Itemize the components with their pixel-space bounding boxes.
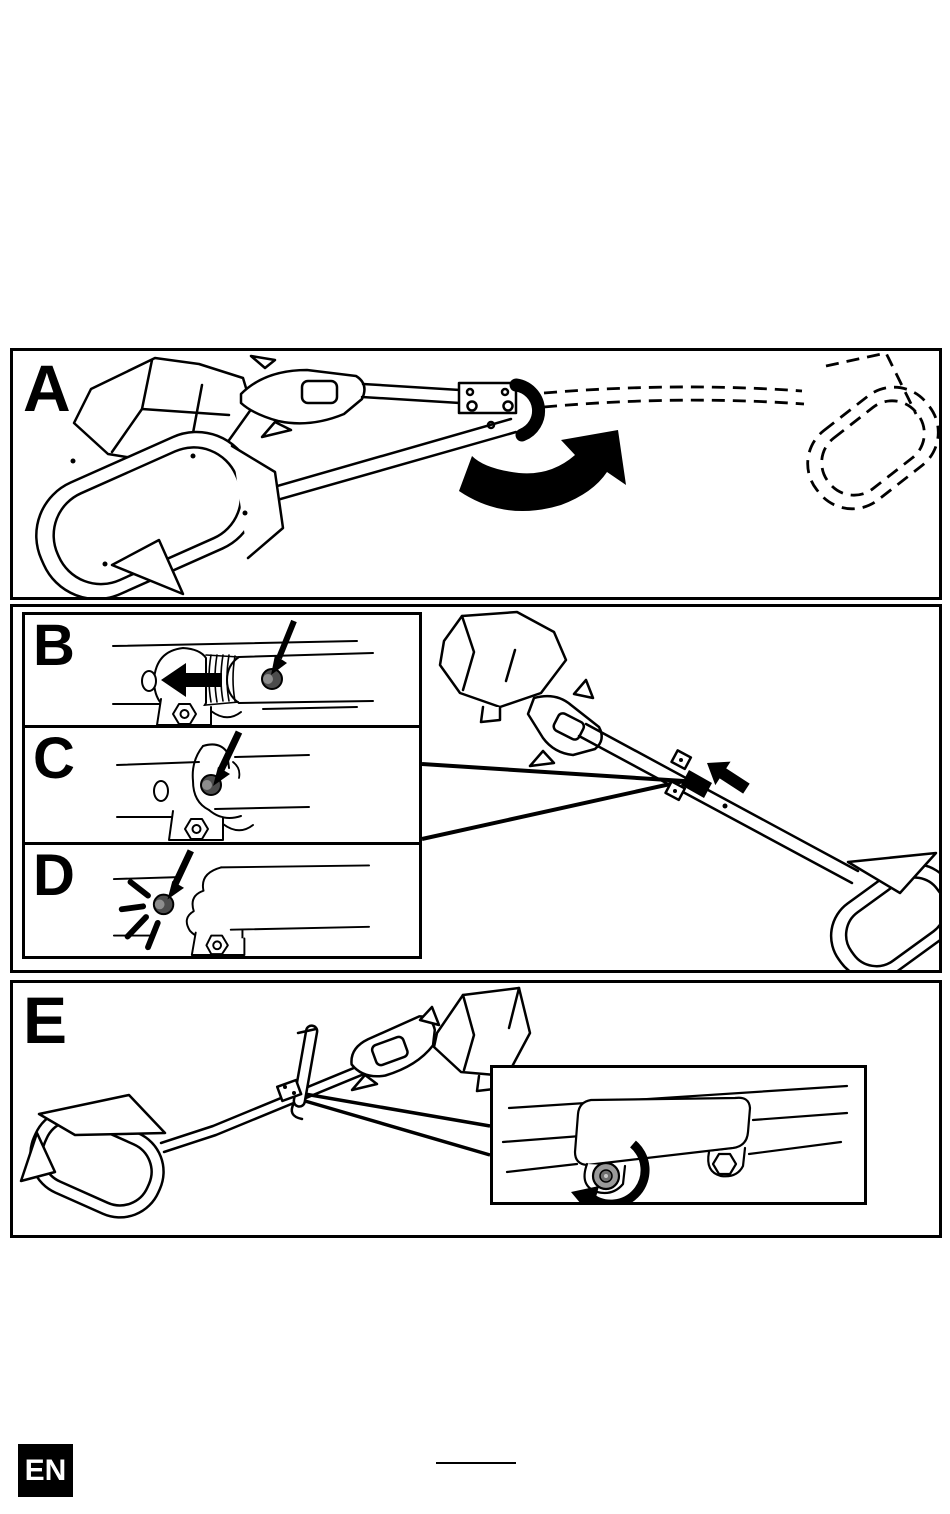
language-badge-text: EN (24, 1453, 67, 1487)
click-burst-lines (122, 882, 158, 947)
panel-bcd (10, 604, 942, 973)
step-label-d: D (33, 843, 72, 908)
inset-step-c (22, 725, 422, 845)
hinge-knuckle (516, 385, 539, 435)
button-align-detail (25, 728, 419, 842)
page-number-rule (436, 1462, 516, 1464)
pointer-arrow-icon (213, 732, 239, 786)
hex-bolt-icon (713, 1154, 736, 1174)
trimmer-assembling (440, 612, 939, 970)
step-label-b: B (33, 613, 72, 678)
language-badge (18, 1444, 73, 1497)
trimmer-folded (18, 351, 539, 597)
inset-step-d (22, 842, 422, 959)
inset-tighten-detail (490, 1065, 867, 1205)
unfold-shaft-illustration (13, 351, 939, 597)
step-label-a: A (23, 351, 68, 425)
panel-e (10, 980, 942, 1238)
clamp-bolt (593, 1163, 619, 1189)
assembled-trimmer (17, 983, 530, 1231)
detent-button (154, 895, 173, 914)
button-click-detail (25, 845, 419, 956)
step-label-c: C (33, 726, 72, 791)
panel-a (10, 348, 942, 600)
inset-callout-lines (422, 764, 684, 839)
inset-step-b (22, 612, 422, 728)
inset-callout-lines (299, 1093, 490, 1155)
pointer-arrow-icon (167, 851, 190, 900)
clamp-bolt-detail (493, 1068, 864, 1202)
coupler-insert-detail (25, 615, 419, 725)
step-label-e: E (23, 983, 65, 1057)
push-direction-arrow-icon (699, 751, 754, 800)
